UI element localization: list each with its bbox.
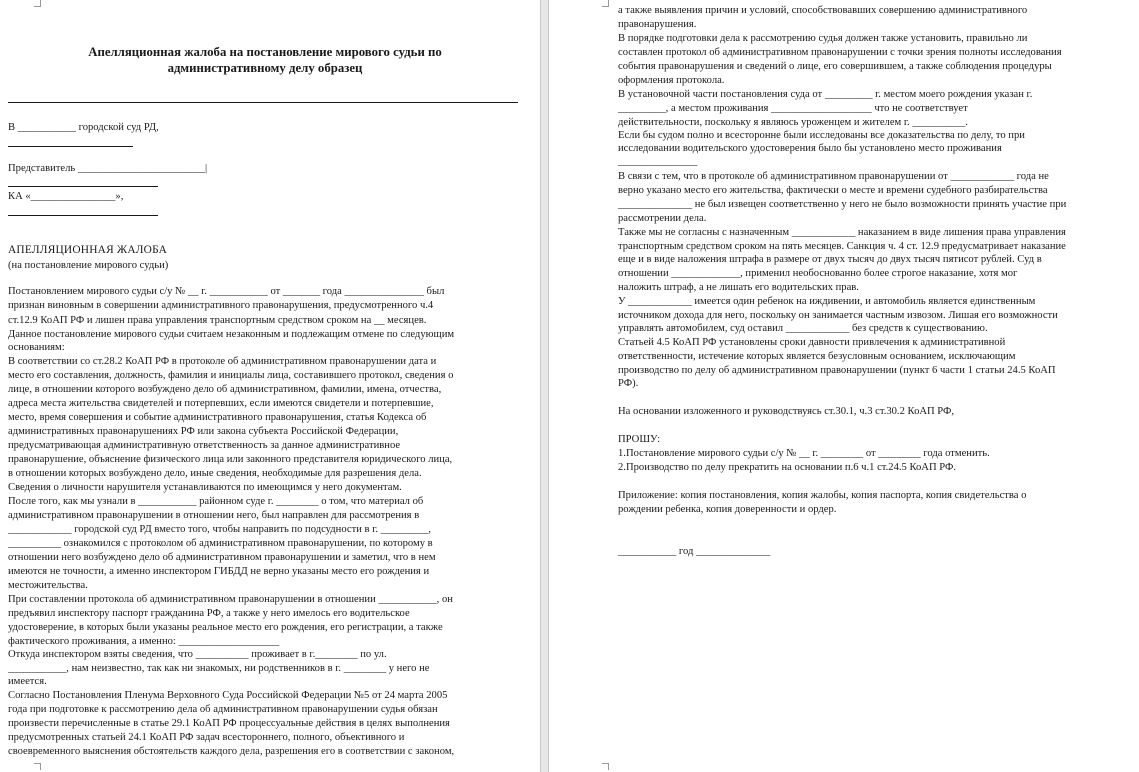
body-line: административных правонарушениях РФ или закона субъекта Российской Федерации, <box>8 426 399 437</box>
basis-line: На основании изложенного и руководствуясь ст.30.1, ч.3 ст.30.2 КоАП РФ, <box>618 406 955 417</box>
attachment-line: Приложение: копия постановления, копия жалобы, копия паспорта, копия свидетельства о <box>618 490 1027 501</box>
body-line: ст.12.9 КоАП РФ и лишен права управления транспортным средством сроком на __ месяцев. <box>8 315 427 326</box>
body-line: в отношении которых возбуждено дело, иные сведения, необходимые для разрешения дела. <box>8 468 422 479</box>
body-line: действительности, поскольку я являюсь уроженцем и жителем г. __________. <box>618 117 968 128</box>
body-line: предусматривающая административную ответственность за данное административное <box>8 440 401 451</box>
body-line: ___________, нам неизвестно, так как ни знакомых, ни родственников в г. ________ у него не <box>8 663 430 674</box>
representative-line: Представитель ________________________| <box>8 163 208 174</box>
body-line: адреса места жительства свидетелей и потерпевших, если имеются свидетели и потерпевшие, <box>8 398 434 409</box>
body-line: В соответствии со ст.28.2 КоАП РФ в протоколе об административном правонарушении дата и <box>8 356 437 367</box>
document-page-left <box>0 0 540 772</box>
document-title: административному делу образец <box>167 61 363 75</box>
body-line: отношении _____________, применил необоснованно более строгое наказание, хотя мог <box>618 268 1018 279</box>
body-line: _________, а местом проживания ___________________ что не соответствует <box>618 103 968 114</box>
body-line: исследовании водительского удостоверения было бы установлено место проживания <box>618 143 1002 154</box>
body-line: оформления протокола. <box>618 75 725 86</box>
body-line: РФ). <box>618 378 639 389</box>
body-line: имеются не точности, а именно инспектором ГИБДД не верно указаны место его рождения и <box>8 566 430 577</box>
body-line: года при подготовке к рассмотрению дела об административном правонарушении судья обязан <box>8 704 438 715</box>
body-line: ____________ городской суд РД вместо того, чтобы направить по подсудности в г. _________, <box>8 524 431 535</box>
body-line: Данное постановление мирового судьи считаем незаконным и подлежащим отмене по следующим <box>8 329 455 340</box>
body-line: составлен протокол об административном правонарушении с точки зрения полноты исследования <box>618 47 1062 58</box>
body-line: фактического проживания, а именно: ___________________ <box>8 636 280 647</box>
body-line: ______________ не был извещен соответственно у него не было возможности принять участие при <box>618 199 1067 210</box>
body-line: У ____________ имеется один ребенок на иждивении, и автомобиль является единственным <box>618 296 1036 307</box>
body-line: Также мы не согласны с назначенным ____________ наказанием в виде лишения права управления <box>618 227 1066 238</box>
body-line: В связи с тем, что в протоколе об административном правонарушении от ____________ года не <box>618 171 1049 182</box>
ka-line: КА «________________», <box>8 191 124 202</box>
body-line: место, время совершения и событие административного правонарушения, статья Кодекса об <box>8 412 427 423</box>
title-divider <box>8 102 518 103</box>
body-line: а также выявления причин и условий, способствовавших совершению административного <box>618 5 1028 16</box>
body-line: ответственности, истечение которых является безусловным основанием, исключающим <box>618 351 1016 362</box>
body-line: транспортным средством сроком на пять месяцев. Санкция ч. 4 ст. 12.9 предусматривает наказание <box>618 241 1066 252</box>
blank-line <box>8 146 133 147</box>
blank-line <box>8 186 158 187</box>
margin-mark <box>602 0 609 7</box>
complaint-subheading: (на постановление мирового судьи) <box>8 260 169 271</box>
body-line: верно указано место его жительства, фактически о месте и времени судебного разбирательства <box>618 185 1048 196</box>
body-line: произвести перечисленные в статье 29.1 КоАП РФ процессуальные действия в целях выполнения <box>8 718 450 729</box>
body-line: административном правонарушении в отношении него, был направлен для рассмотрения в <box>8 510 420 521</box>
body-line: отношении него возбуждено дело об административном правонарушении и заметил, что в нем <box>8 552 436 563</box>
document-title: Апелляционная жалоба на постановление мирового судьи по <box>88 45 442 59</box>
margin-mark <box>34 0 41 7</box>
body-line: предъявил инспектору паспорт гражданина РФ, а также у него имелось его водительское <box>8 608 410 619</box>
body-line: еще и в виде наложения штрафа в размере от двух тысяч до двух тысяч пятисот рублей. Суд в <box>618 254 1042 265</box>
body-line: источником дохода для него, поскольку он занимается частным извозом. Лишая его возможности <box>618 310 1058 321</box>
body-line: лице, в отношении которого возбуждено дело об административном, фамилии, имена, отчества, <box>8 384 442 395</box>
body-line: После того, как мы узнали в ___________ районном суде г. ________ о том, что материал об <box>8 496 424 507</box>
body-line: При составлении протокола об административном правонарушении в отношении ___________, он <box>8 594 453 605</box>
body-line: производство по делу об административном правонарушении (пункт 6 части 1 статьи 24.5 КоАП <box>618 365 1056 376</box>
body-line: управлять автомобилем, суд оставил ____________ без средств к существованию. <box>618 323 988 334</box>
body-line: удостоверение, в которых были указаны реальное место его рождения, его регистрации, а также <box>8 622 443 633</box>
body-line: правонарушения. <box>618 19 697 30</box>
body-line: признан виновным в совершении административного правонарушения, предусмотренного ч.4 <box>8 300 434 311</box>
page-gap <box>540 0 549 772</box>
attachment-line: рождении ребенка, копия доверенности и ордер. <box>618 504 837 515</box>
body-line: В установочной части постановления суда от _________ г. местом моего рождения указан г. <box>618 89 1033 100</box>
body-line: рассмотрении дела. <box>618 213 707 224</box>
body-line: имеется. <box>8 676 47 687</box>
body-line: место его составления, должность, фамилия и инициалы лица, составившего протокол, сведения о <box>8 370 454 381</box>
body-line: Статьей 4.5 КоАП РФ установлены сроки давности привлечения к административной <box>618 337 1006 348</box>
body-line: Если бы судом полно и всесторонне были исследованы все доказательства по делу, то при <box>618 130 1025 141</box>
body-line: __________ ознакомился с протоколом об административном правонарушении, по которому в <box>8 538 433 549</box>
body-line: местожительства. <box>8 580 88 591</box>
body-line: Согласно Постановления Пленума Верховного Суда Российской Федерации №5 от 24 марта 2005 <box>8 690 448 701</box>
body-line: Откуда инспектором взяты сведения, что __________ проживает в г.________ по ул. <box>8 649 387 660</box>
body-line: Постановлением мирового судьи с/у № __ г. ___________ от _______ года _______________ был <box>8 286 445 297</box>
complaint-heading: АПЕЛЛЯЦИОННАЯ ЖАЛОБА <box>8 244 168 256</box>
court-line: В ___________ городской суд РД, <box>8 122 159 133</box>
body-line: Сведения о личности нарушителя устанавливаются по имеющимся у него документам. <box>8 482 402 493</box>
request-heading: ПРОШУ: <box>618 434 661 445</box>
request-item: 1.Постановление мирового судьи с/у № __ г. ________ от ________ года отменить. <box>618 448 990 459</box>
margin-mark <box>34 763 41 770</box>
signature-line: ___________ год ______________ <box>618 546 771 557</box>
blank-line <box>8 215 158 216</box>
body-line: основаниям: <box>8 342 65 353</box>
body-line: своевременного выяснения обстоятельств каждого дела, разрешения его в соответствии с законом, <box>8 746 455 757</box>
body-line: наложить штраф, а не лишать его водительских прав. <box>618 282 859 293</box>
body-line: правонарушение, объяснение физического лица или законного представителя юридического лица, <box>8 454 453 465</box>
body-line: _______________ <box>618 156 698 167</box>
margin-mark <box>602 763 609 770</box>
request-item: 2.Производство по делу прекратить на основании п.6 ч.1 ст.24.5 КоАП РФ. <box>618 462 956 473</box>
body-line: события правонарушения и сведений о лице, его совершившем, а также соблюдения процедуры <box>618 61 1052 72</box>
document-page-right <box>549 0 1139 772</box>
body-line: В порядке подготовки дела к рассмотрению судья должен также установить, правильно ли <box>618 33 1028 44</box>
body-line: предусмотренных статьей 24.1 КоАП РФ задач всестороннего, полного, объективного и <box>8 732 405 743</box>
